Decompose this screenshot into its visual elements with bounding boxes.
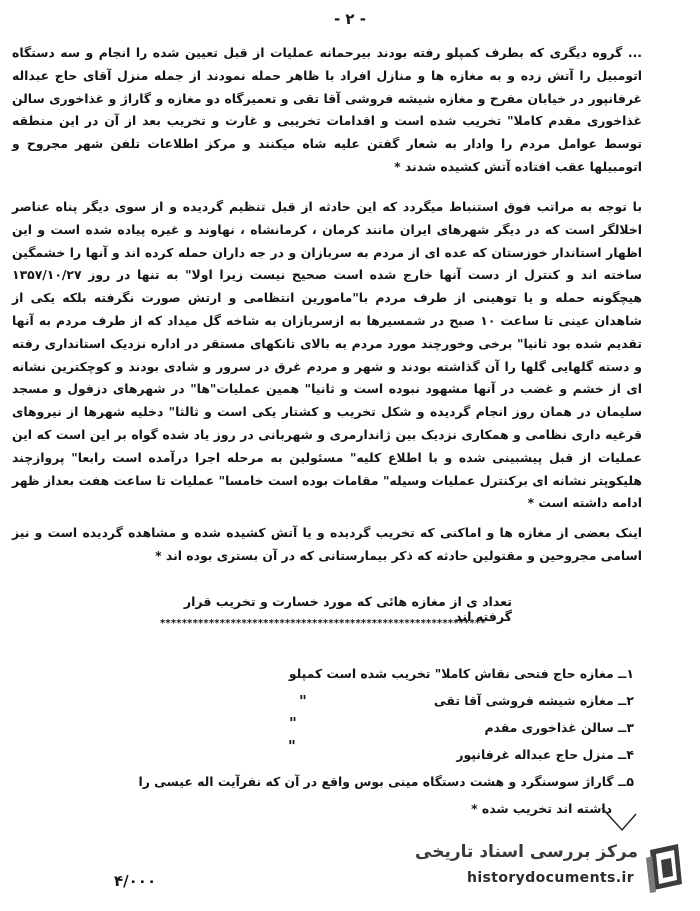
ditto-mark: " [289, 714, 297, 732]
title-underline: ************************************************************ [160, 618, 486, 628]
paragraph-2: با توجه به مراتب فوق استنباط میگردد که این حادثه از قبل تنظیم گردیده و از سوی دیگر پناه عناصر اخلالگر است که در دیگر شهرهای ایران مانند کرمان ، کرمانشاه ، نهاوند و غیره پیاده شده است و این اظهار استاندار خوزستان که عده ای از مردم به سربازان و در جه داران حمله کرده اند و آنها را خشمگین ساخته اند و کنترل از دست آنها خارج شده است صحیح نیست زیرا اولا" به تنها در روز ۱۳۵۷/۱۰/۲۷ هیچگونه حمله و یا توهینی از طرف مردم با"مامورین انتظامی و ارتش صورت نگرفته بلکه یکی از شاهدان عینی تا ساعت ۱۰ صبح در شمسیرها به ازسربازان به شاخه گل میداد که از طرف مردم به آنها تقدیم شده بود ثانیا" برخی وخورچند مورد مردم به بالای تانکهای مستقر در اداره نزدیک استانداری رفته و دسته گلهایی گلها را آن گذاشته بودند و شهر و مردم غرق در سرور و شادی بودند و کوچکترین نشانه ای از خشم و غضب در آنها مشهود نبوده است و ثانیا" همین عملیات"ها" در شهرهای دزفول و مسجد سلیمان در همان روز انجام گردیده و شکل تخریب و کشتار یکی است و ثالثا" دخلیه شهرها از نیروهای قرغیه داری نظامی و همکاری نزدیک بین ژاندارمری و شهربانی در روز یاد شده گواه بر این است که این عملیات از قبل پیشبینی شده و با اطلاع کلیه" مسئولین به مرحله اجرا درآمده است رابعا" پروازچند هلیکوپتر نشانه ای برکنترل عملیات وسیله" مقامات بوده است خامسا" عملیات تا ساعت هفت بعداز ظهر ادامه داشته است * [12, 199, 642, 511]
ditto-mark: " [299, 692, 307, 710]
watermark-name: مرکز بررسی اسناد تاریخی [415, 842, 638, 862]
list-item: ۲ــ مغازه شیشه فروشی آقا تقی [433, 693, 634, 708]
list-title: تعداد ی از مغازه هائی که مورد خسارت و تخریب قرار گرفته اند [183, 594, 512, 624]
document-code: ۴/۰۰۰ [114, 872, 157, 890]
damaged-shops-list [74, 660, 634, 822]
watermark-url: historydocuments.ir [466, 870, 634, 886]
list-item: ۳ــ سالن غذاخوری مقدم [484, 720, 634, 735]
list-item: ۴ــ منزل حاج عبداله غرفانپور [456, 747, 634, 762]
paragraph-1: ... گروه دیگری که بطرف کمپلو رفته بودند بیرحمانه عملیات از قبل تعیین شده را انجام و سه دستگاه اتومبیل را آتش زده و به مغازه ها و منازل افراد با ظاهر حمله نمودند از جمله منزل آقای حاج عبداله غرفانپور در خیابان مفرح و مغازه شیشه فروشی آقا تقی و تعمیرگاه دو مغازه و گاراژ و غذاخوری سالن غذاخوری مقدم کاملا" تخریب شده است و اقدامات تخریبی و غارت و تخریب بعد از آن در این منطقه توسط عوامل مردم را وادار به شعار گفتن علیه شاه میکنند و مرکز اطلاعات تلفن شهر مجروح و اتومبیلها عقب افتاده آتش کشیده شدند * [12, 45, 642, 174]
archive-logo-icon [644, 840, 686, 894]
ditto-mark: " [288, 737, 296, 755]
archive-watermark [408, 836, 692, 902]
list-item: ۵ــ گاراژ سوسنگرد و هشت دستگاه مینی بوس واقع در آن که نفرآیت اله عیسی را [138, 774, 634, 789]
paragraph-3: اینک بعضی از مغازه ها و اماکنی که تخریب گردیده و یا آتش کشیده شده و مشاهده گردیده است و نیز اسامی مجروحین و مقتولین حادثه که ذکر بیمارستانی که در آن بستری بوده اند * [12, 525, 642, 563]
scan-mark [600, 806, 640, 836]
list-item: داشته اند تخریب شده * [471, 801, 612, 816]
page-number: - ۲ - [333, 10, 367, 28]
list-item: ۱ــ مغازه حاج فتحی نقاش کاملا" تخریب شده است کمپلو [288, 666, 634, 681]
